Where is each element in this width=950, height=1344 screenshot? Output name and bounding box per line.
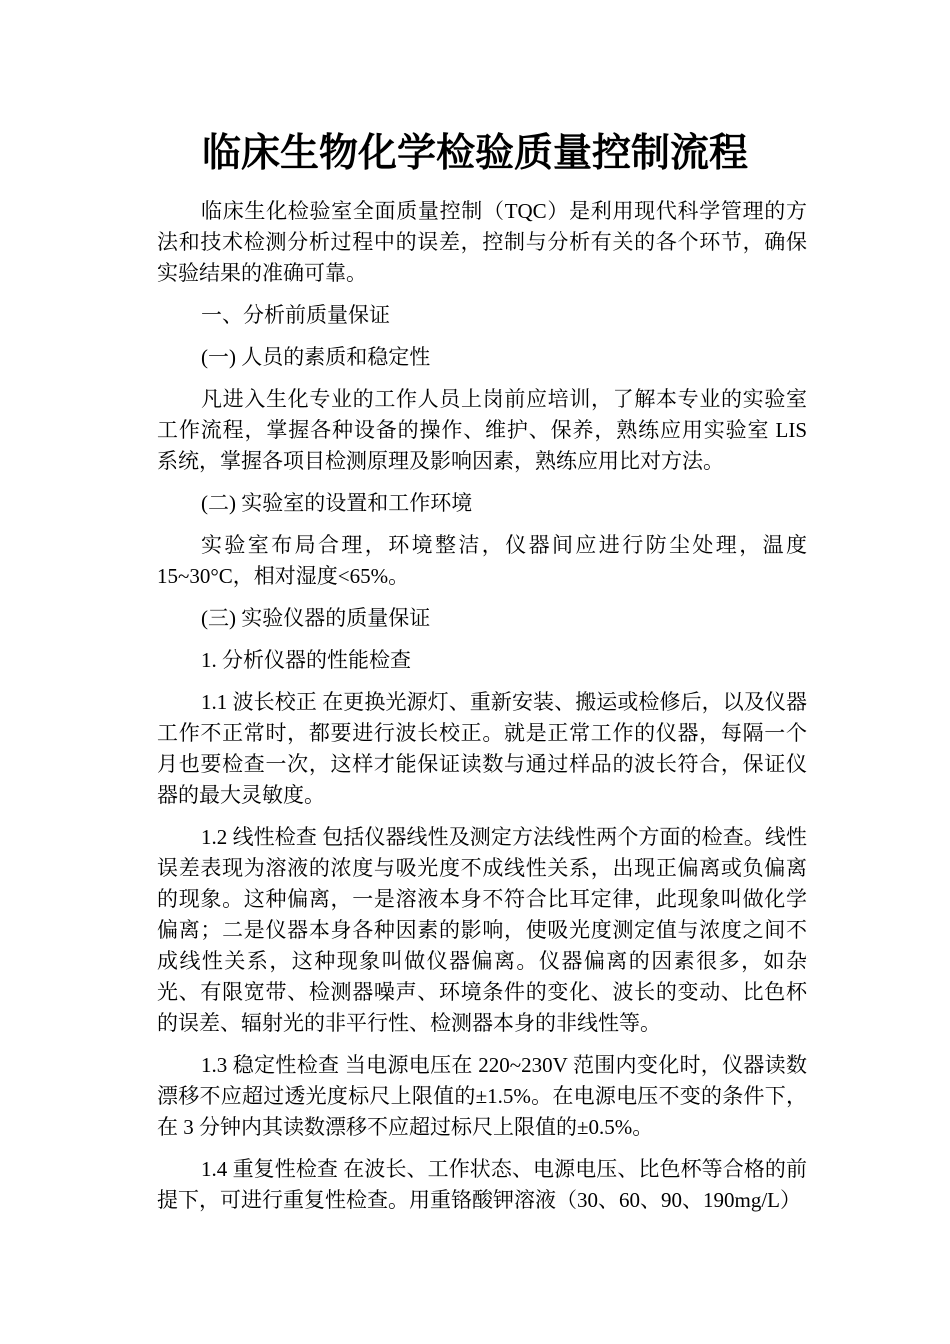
linearity-check-paragraph: 1.2 线性检查 包括仪器线性及测定方法线性两个方面的检查。线性误差表现为溶液的浓度与吸光度不成线性关系，出现正偏离或负偏离的现象。这种偏离，一是溶液本身不符合比耳定律，此现象叫做化学偏离；二是仪器本身各种因素的影响，使吸光度测定值与浓度之间不成线性关系，这种现象叫做仪器偏离。仪器偏离的因素很多，如杂光、有限宽带、检测器噪声、环境条件的变化、波长的变动、比色杯的误差、辐射光的非平行性、检测器本身的非线性等。 <box>157 825 807 1035</box>
lab-environment-paragraph: 实验室布局合理，环境整洁，仪器间应进行防尘处理，温度 15~30°C，相对湿度<65%。 <box>157 533 807 588</box>
document-title: 临床生物化学检验质量控制流程 <box>201 131 748 176</box>
section-heading-pre-analysis: 一、分析前质量保证 <box>201 303 390 327</box>
intro-paragraph: 临床生化检验室全面质量控制（TQC）是利用现代科学管理的方法和技术检测分析过程中的误差，控制与分析有关的各个环节，确保实验结果的准确可靠。 <box>157 199 807 285</box>
subsection-heading-instruments: (三) 实验仪器的质量保证 <box>201 606 431 630</box>
personnel-paragraph: 凡进入生化专业的工作人员上岗前应培训，了解本专业的实验室工作流程，掌握各种设备的操作、维护、保养，熟练应用实验室 LIS 系统，掌握各项目检测原理及影响因素，熟练应用比对方法。 <box>157 387 807 473</box>
subsection-heading-personnel: (一) 人员的素质和稳定性 <box>201 345 431 369</box>
document-body <box>157 196 807 1227</box>
wavelength-calibration-paragraph: 1.1 波长校正 在更换光源灯、重新安装、搬运或检修后，以及仪器工作不正常时，都要进行波长校正。就是正常工作的仪器，每隔一个月也要检查一次，这样才能保证读数与通过样品的波长符合，保证仪器的最大灵敏度。 <box>157 690 807 807</box>
subsection-heading-lab-environment: (二) 实验室的设置和工作环境 <box>201 491 473 515</box>
item-heading-performance-check: 1. 分析仪器的性能检查 <box>201 648 411 672</box>
stability-check-paragraph: 1.3 稳定性检查 当电源电压在 220~230V 范围内变化时，仪器读数漂移不应超过透光度标尺上限值的±1.5%。在电源电压不变的条件下，在 3 分钟内其读数漂移不应超过标尺上限值的±0.5%。 <box>157 1053 807 1139</box>
repeatability-check-paragraph: 1.4 重复性检查 在波长、工作状态、电源电压、比色杯等合格的前提下，可进行重复性检查。用重铬酸钾溶液（30、60、90、190mg/L） <box>157 1157 807 1212</box>
